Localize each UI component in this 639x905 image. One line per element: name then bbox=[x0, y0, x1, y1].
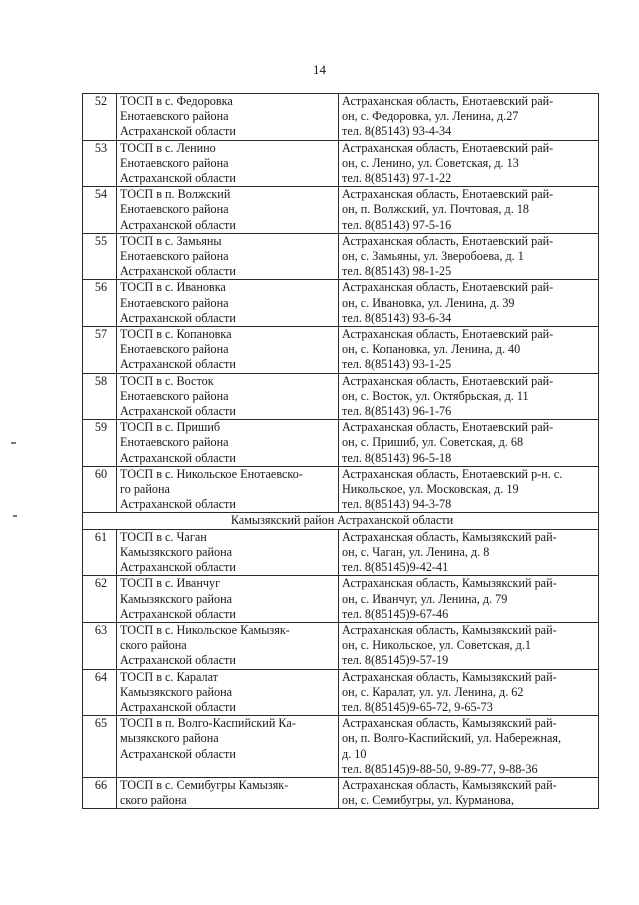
office-name-line: Енотаевского района bbox=[120, 155, 229, 170]
table-row bbox=[83, 94, 599, 141]
office-name-line: ТОСП в с. Никольское Камызяк- bbox=[120, 622, 290, 637]
row-number: 56 bbox=[83, 280, 117, 327]
office-address-line: тел. 8(85143) 93-4-34 bbox=[342, 124, 452, 139]
office-address-line: тел. 8(85145)9-88-50, 9-89-77, 9-88-36 bbox=[342, 761, 538, 776]
office-address-cell bbox=[339, 716, 599, 778]
row-number: 64 bbox=[83, 669, 117, 716]
office-address-line: он, с. Восток, ул. Октябрьская, д. 11 bbox=[342, 388, 529, 403]
row-number: 65 bbox=[83, 716, 117, 778]
office-address-cell bbox=[339, 187, 599, 234]
office-address-line: он, с. Пришиб, ул. Советская, д. 68 bbox=[342, 435, 524, 450]
office-name-line: ского района bbox=[120, 638, 187, 653]
office-address-line: он, с. Ивановка, ул. Ленина, д. 39 bbox=[342, 295, 515, 310]
office-address-line: тел. 8(85143) 93-1-25 bbox=[342, 357, 452, 372]
office-address-cell bbox=[339, 280, 599, 327]
office-address-line: Астраханская область, Енотаевский рай- bbox=[342, 140, 554, 155]
office-name-line: ТОСП в п. Волжский bbox=[120, 187, 231, 202]
office-address-line: Астраханская область, Камызякский рай- bbox=[342, 777, 557, 792]
office-name-line: Камызякского района bbox=[120, 591, 233, 606]
office-name-cell bbox=[117, 187, 339, 234]
office-name-line: Камызякского района bbox=[120, 684, 233, 699]
office-name-line: мызякского района bbox=[120, 731, 219, 746]
office-address-line: тел. 8(85143) 97-5-16 bbox=[342, 217, 452, 232]
office-name-line: Астраханской области bbox=[120, 653, 236, 668]
office-address-line: он, с. Никольское, ул. Советская, д.1 bbox=[342, 638, 531, 653]
office-address-cell bbox=[339, 94, 599, 141]
office-address-cell bbox=[339, 327, 599, 374]
row-number: 60 bbox=[83, 466, 117, 513]
row-number: 59 bbox=[83, 420, 117, 467]
office-address-line: он, с. Ленино, ул. Советская, д. 13 bbox=[342, 155, 519, 170]
office-name-cell bbox=[117, 420, 339, 467]
office-name-line: Астраханской области bbox=[120, 310, 236, 325]
row-number: 62 bbox=[83, 576, 117, 623]
row-number: 53 bbox=[83, 140, 117, 187]
office-address-cell bbox=[339, 373, 599, 420]
office-name-cell bbox=[117, 327, 339, 374]
table-row bbox=[83, 420, 599, 467]
office-address-line: Астраханская область, Камызякский рай- bbox=[342, 622, 557, 637]
table-row bbox=[83, 576, 599, 623]
row-number: 55 bbox=[83, 233, 117, 280]
office-address-line: он, п. Волжский, ул. Почтовая, д. 18 bbox=[342, 202, 530, 217]
office-name-line: ского района bbox=[120, 793, 187, 808]
office-name-line: ТОСП в с. Федоровка bbox=[120, 94, 233, 108]
office-name-line: Енотаевского района bbox=[120, 202, 229, 217]
office-name-line: Енотаевского района bbox=[120, 342, 229, 357]
office-name-cell bbox=[117, 777, 339, 808]
table-row bbox=[83, 466, 599, 513]
office-address-line: Астраханская область, Енотаевский рай- bbox=[342, 187, 554, 202]
office-address-line: тел. 8(85143) 94-3-78 bbox=[342, 497, 452, 512]
office-name-line: ТОСП в с. Иванчуг bbox=[120, 576, 221, 591]
office-name-line: Астраханской области bbox=[120, 217, 236, 232]
office-address-cell bbox=[339, 576, 599, 623]
section-row bbox=[83, 513, 599, 529]
office-address-line: тел. 8(85143) 98-1-25 bbox=[342, 264, 452, 279]
office-address-cell bbox=[339, 420, 599, 467]
table-row bbox=[83, 280, 599, 327]
office-name-line: Астраханской области bbox=[120, 560, 236, 575]
office-name-line: ТОСП в с. Восток bbox=[120, 373, 214, 388]
office-address-line: Астраханская область, Енотаевский рай- bbox=[342, 373, 554, 388]
row-number: 52 bbox=[83, 94, 117, 141]
office-address-line: Астраханская область, Енотаевский рай- bbox=[342, 233, 554, 248]
office-address-line: Астраханская область, Енотаевский рай- bbox=[342, 327, 554, 342]
office-address-line: Астраханская область, Камызякский рай- bbox=[342, 669, 557, 684]
offices-table bbox=[82, 93, 599, 809]
row-number: 57 bbox=[83, 327, 117, 374]
office-name-line: ТОСП в п. Волго-Каспийский Ка- bbox=[120, 716, 296, 731]
office-address-line: он, с. Федоровка, ул. Ленина, д.27 bbox=[342, 109, 519, 124]
office-address-cell bbox=[339, 669, 599, 716]
page-number: 14 bbox=[313, 62, 326, 77]
office-address-line: тел. 8(85143) 93-6-34 bbox=[342, 310, 452, 325]
office-name-cell bbox=[117, 466, 339, 513]
office-name-cell bbox=[117, 233, 339, 280]
office-name-line: Енотаевского района bbox=[120, 388, 229, 403]
table-row bbox=[83, 233, 599, 280]
office-name-line: ТОСП в с. Копановка bbox=[120, 327, 232, 342]
office-name-cell bbox=[117, 576, 339, 623]
office-name-line: Астраханской области bbox=[120, 497, 236, 512]
office-name-line: ТОСП в с. Ленино bbox=[120, 140, 216, 155]
office-name-line: ТОСП в с. Замьяны bbox=[120, 233, 222, 248]
office-address-line: он, с. Чаган, ул. Ленина, д. 8 bbox=[342, 544, 490, 559]
office-name-line: Астраханской области bbox=[120, 606, 236, 621]
office-address-line: он, с. Семибугры, ул. Курманова, bbox=[342, 793, 514, 808]
office-address-cell bbox=[339, 466, 599, 513]
office-address-line: тел. 8(85143) 96-5-18 bbox=[342, 450, 452, 465]
office-address-line: Астраханская область, Енотаевский р-н. с. bbox=[342, 466, 563, 481]
office-name-cell bbox=[117, 529, 339, 576]
office-name-line: ТОСП в с. Пришиб bbox=[120, 420, 221, 435]
office-address-cell bbox=[339, 233, 599, 280]
table-row bbox=[83, 140, 599, 187]
office-address-line: тел. 8(85143) 97-1-22 bbox=[342, 171, 452, 186]
office-address-line: он, с. Каралат, ул. ул. Ленина, д. 62 bbox=[342, 684, 524, 699]
office-address-line: тел. 8(85145)9-57-19 bbox=[342, 653, 449, 668]
row-number: 58 bbox=[83, 373, 117, 420]
office-address-line: тел. 8(85143) 96-1-76 bbox=[342, 404, 452, 419]
office-address-line: Астраханская область, Енотаевский рай- bbox=[342, 94, 554, 108]
office-name-cell bbox=[117, 622, 339, 669]
office-address-line: Астраханская область, Енотаевский рай- bbox=[342, 280, 554, 295]
scan-mark bbox=[13, 515, 17, 517]
office-address-line: тел. 8(85145)9-67-46 bbox=[342, 606, 449, 621]
office-name-cell bbox=[117, 373, 339, 420]
office-name-line: ТОСП в с. Никольское Енотаевско- bbox=[120, 466, 303, 481]
office-name-line: Астраханской области bbox=[120, 357, 236, 372]
office-name-line: Енотаевского района bbox=[120, 109, 229, 124]
office-address-line: Астраханская область, Камызякский рай- bbox=[342, 576, 557, 591]
office-name-cell bbox=[117, 716, 339, 778]
office-name-line: го района bbox=[120, 482, 170, 497]
office-name-line: Енотаевского района bbox=[120, 435, 229, 450]
office-name-line: Енотаевского района bbox=[120, 249, 229, 264]
office-name-cell bbox=[117, 94, 339, 141]
table-row bbox=[83, 716, 599, 778]
office-address-cell bbox=[339, 140, 599, 187]
office-name-line: Камызякского района bbox=[120, 544, 233, 559]
office-name-line: Астраханской области bbox=[120, 404, 236, 419]
office-name-line: Астраханской области bbox=[120, 171, 236, 186]
office-address-line: он, с. Иванчуг, ул. Ленина, д. 79 bbox=[342, 591, 508, 606]
office-name-line: ТОСП в с. Каралат bbox=[120, 669, 219, 684]
table-row bbox=[83, 669, 599, 716]
office-name-cell bbox=[117, 669, 339, 716]
office-name-line: Астраханской области bbox=[120, 699, 236, 714]
office-name-line: ТОСП в с. Чаган bbox=[120, 529, 207, 544]
office-address-line: Астраханская область, Камызякский рай- bbox=[342, 529, 557, 544]
row-number: 63 bbox=[83, 622, 117, 669]
table-row bbox=[83, 373, 599, 420]
office-name-line: ТОСП в с. Ивановка bbox=[120, 280, 226, 295]
office-address-line: тел. 8(85145)9-42-41 bbox=[342, 560, 449, 575]
table-row bbox=[83, 327, 599, 374]
office-address-line: тел. 8(85145)9-65-72, 9-65-73 bbox=[342, 699, 493, 714]
office-address-line: Никольское, ул. Московская, д. 19 bbox=[342, 482, 519, 497]
office-address-line: он, п. Волго-Каспийский, ул. Набережная, bbox=[342, 731, 562, 746]
table-row bbox=[83, 529, 599, 576]
scan-mark bbox=[11, 442, 16, 444]
office-name-line: Астраханской области bbox=[120, 450, 236, 465]
office-address-cell bbox=[339, 529, 599, 576]
office-address-cell bbox=[339, 622, 599, 669]
row-number: 66 bbox=[83, 777, 117, 808]
office-name-line: ТОСП в с. Семибугры Камызяк- bbox=[120, 777, 289, 792]
office-name-cell bbox=[117, 280, 339, 327]
office-address-line: д. 10 bbox=[342, 746, 367, 761]
office-address-line: Астраханская область, Камызякский рай- bbox=[342, 716, 557, 731]
office-address-line: Астраханская область, Енотаевский рай- bbox=[342, 420, 554, 435]
office-name-line: Астраханской области bbox=[120, 264, 236, 279]
table-row bbox=[83, 622, 599, 669]
table-row bbox=[83, 187, 599, 234]
office-address-line: он, с. Замьяны, ул. Зверобоева, д. 1 bbox=[342, 249, 524, 264]
office-name-line: Астраханской области bbox=[120, 746, 236, 761]
office-address-cell bbox=[339, 777, 599, 808]
row-number: 54 bbox=[83, 187, 117, 234]
table-row bbox=[83, 777, 599, 808]
office-address-line: он, с. Копановка, ул. Ленина, д. 40 bbox=[342, 342, 521, 357]
section-header: Камызякский район Астраханской области bbox=[83, 513, 599, 529]
office-name-cell bbox=[117, 140, 339, 187]
office-name-line: Енотаевского района bbox=[120, 295, 229, 310]
row-number: 61 bbox=[83, 529, 117, 576]
office-name-line: Астраханской области bbox=[120, 124, 236, 139]
